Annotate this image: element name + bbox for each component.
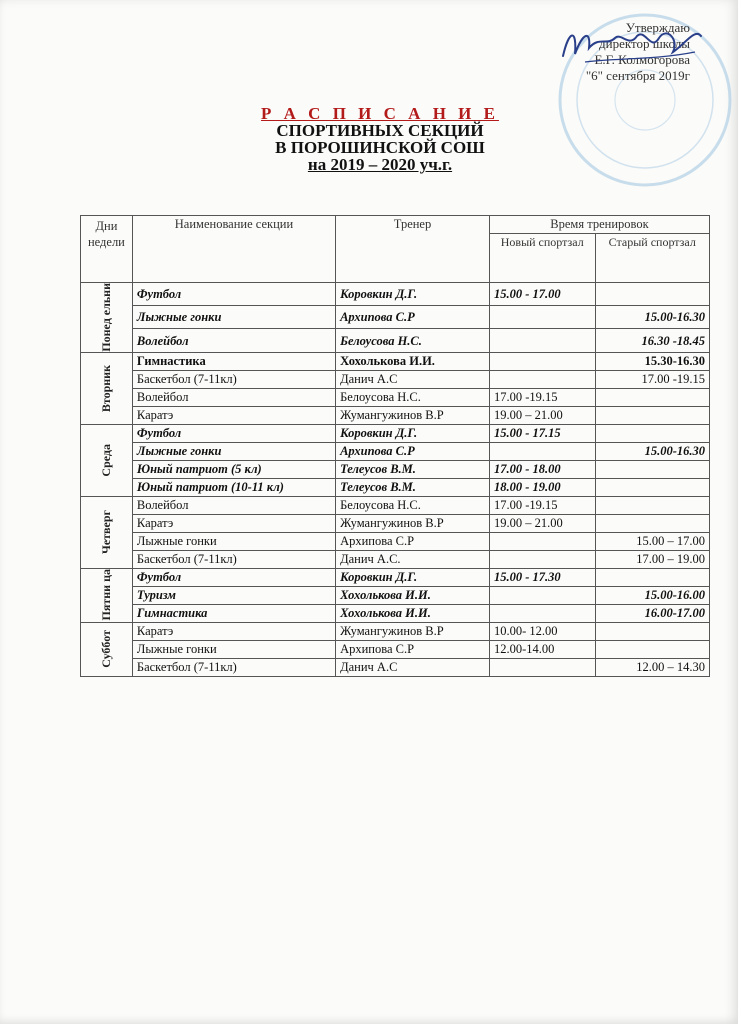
section-cell: Каратэ <box>132 622 335 640</box>
table-row <box>81 604 710 622</box>
old-gym-time <box>595 406 710 424</box>
table-row <box>81 586 710 604</box>
section-cell: Лыжные гонки <box>132 640 335 658</box>
day-label: Четверг <box>98 510 113 555</box>
day-label: Пятни ца <box>98 569 113 621</box>
section-cell: Юный патриот (10-11 кл) <box>132 478 335 496</box>
header-old-gym: Старый спортзал <box>595 234 710 283</box>
director-signature <box>555 18 705 73</box>
coach-cell: Коровкин Д.Г. <box>336 568 490 586</box>
coach-cell: Архипова С.Р <box>336 532 490 550</box>
day-label: Вторник <box>98 364 113 412</box>
old-gym-time: 15.00-16.30 <box>595 442 710 460</box>
old-gym-time: 17.00 – 19.00 <box>595 550 710 568</box>
new-gym-time <box>489 352 595 370</box>
old-gym-time <box>595 424 710 442</box>
old-gym-time <box>595 478 710 496</box>
header-time: Время тренировок <box>489 216 709 234</box>
old-gym-time <box>595 460 710 478</box>
coach-cell: Данич А.С <box>336 658 490 676</box>
table-row <box>81 478 710 496</box>
header-section: Наименование секции <box>132 216 335 283</box>
old-gym-time: 15.00 – 17.00 <box>595 532 710 550</box>
coach-cell: Телеусов В.М. <box>336 478 490 496</box>
section-cell: Туризм <box>132 586 335 604</box>
section-cell: Гимнастика <box>132 352 335 370</box>
old-gym-time: 12.00 – 14.30 <box>595 658 710 676</box>
old-gym-time: 15.30-16.30 <box>595 352 710 370</box>
header-days: Дни недели <box>81 216 133 283</box>
new-gym-time: 19.00 – 21.00 <box>489 406 595 424</box>
section-cell: Лыжные гонки <box>132 442 335 460</box>
new-gym-time <box>489 442 595 460</box>
day-cell <box>81 568 133 622</box>
section-cell: Волейбол <box>132 388 335 406</box>
old-gym-time <box>595 388 710 406</box>
new-gym-time: 15.00 - 17.00 <box>489 283 595 306</box>
day-cell <box>81 352 133 424</box>
day-cell <box>81 496 133 568</box>
table-row <box>81 550 710 568</box>
old-gym-time <box>595 283 710 306</box>
coach-cell: Белоусова Н.С. <box>336 388 490 406</box>
table-row <box>81 514 710 532</box>
section-cell: Лыжные гонки <box>132 306 335 329</box>
new-gym-time: 17.00 - 18.00 <box>489 460 595 478</box>
section-cell: Баскетбол (7-11кл) <box>132 658 335 676</box>
new-gym-time: 15.00 - 17.30 <box>489 568 595 586</box>
old-gym-time <box>595 514 710 532</box>
table-row <box>81 352 710 370</box>
table-row <box>81 283 710 306</box>
table-row <box>81 460 710 478</box>
table-row <box>81 424 710 442</box>
coach-cell: Хохолькова И.И. <box>336 604 490 622</box>
table-row <box>81 442 710 460</box>
section-cell: Лыжные гонки <box>132 532 335 550</box>
coach-cell: Хохолькова И.И. <box>336 586 490 604</box>
coach-cell: Жумангужинов В.Р <box>336 622 490 640</box>
day-label: Понед ельни <box>98 283 113 352</box>
table-row <box>81 532 710 550</box>
new-gym-time: 18.00 - 19.00 <box>489 478 595 496</box>
new-gym-time: 17.00 -19.15 <box>489 388 595 406</box>
table-row <box>81 658 710 676</box>
table-row <box>81 306 710 329</box>
coach-cell: Телеусов В.М. <box>336 460 490 478</box>
coach-cell: Белоусова Н.С. <box>336 496 490 514</box>
section-cell: Волейбол <box>132 496 335 514</box>
section-cell: Футбол <box>132 283 335 306</box>
coach-cell: Архипова С.Р <box>336 306 490 329</box>
day-label: Суббот <box>98 630 113 669</box>
old-gym-time: 16.00-17.00 <box>595 604 710 622</box>
new-gym-time <box>489 532 595 550</box>
approval-line-2: директор школы <box>599 36 690 51</box>
coach-cell: Данич А.С <box>336 370 490 388</box>
old-gym-time: 17.00 -19.15 <box>595 370 710 388</box>
header-coach: Тренер <box>336 216 490 283</box>
approval-line-4: "6" сентября 2019г <box>585 68 690 83</box>
new-gym-time <box>489 586 595 604</box>
old-gym-time: 15.00-16.00 <box>595 586 710 604</box>
coach-cell: Коровкин Д.Г. <box>336 424 490 442</box>
coach-cell: Архипова С.Р <box>336 442 490 460</box>
coach-cell: Жумангужинов В.Р <box>336 406 490 424</box>
table-row <box>81 622 710 640</box>
schedule-table <box>80 215 710 677</box>
title-line-4: на 2019 – 2020 уч.г. <box>307 155 453 174</box>
document-title <box>170 105 590 173</box>
title-line-1: Р А С П И С А Н И Е <box>261 104 499 123</box>
coach-cell: Архипова С.Р <box>336 640 490 658</box>
new-gym-time <box>489 658 595 676</box>
new-gym-time: 19.00 – 21.00 <box>489 514 595 532</box>
section-cell: Каратэ <box>132 406 335 424</box>
table-row <box>81 406 710 424</box>
day-label: Среда <box>98 443 113 477</box>
new-gym-time: 17.00 -19.15 <box>489 496 595 514</box>
coach-cell: Жумангужинов В.Р <box>336 514 490 532</box>
section-cell: Каратэ <box>132 514 335 532</box>
section-cell: Баскетбол (7-11кл) <box>132 370 335 388</box>
section-cell: Юный патриот (5 кл) <box>132 460 335 478</box>
old-gym-time: 16.30 -18.45 <box>595 329 710 352</box>
coach-cell: Данич А.С. <box>336 550 490 568</box>
old-gym-time <box>595 496 710 514</box>
section-cell: Футбол <box>132 568 335 586</box>
day-cell <box>81 424 133 496</box>
header-new-gym: Новый спортзал <box>489 234 595 283</box>
table-row <box>81 388 710 406</box>
title-line-3: В ПОРОШИНСКОЙ СОШ <box>275 138 485 157</box>
approval-line-1: Утверждаю <box>625 20 690 35</box>
table-row <box>81 329 710 352</box>
day-cell <box>81 283 133 353</box>
new-gym-time <box>489 604 595 622</box>
section-cell: Футбол <box>132 424 335 442</box>
new-gym-time <box>489 306 595 329</box>
approval-line-3: Е.Г. Колмогорова <box>594 52 690 67</box>
section-cell: Баскетбол (7-11кл) <box>132 550 335 568</box>
coach-cell: Белоусова Н.С. <box>336 329 490 352</box>
old-gym-time <box>595 568 710 586</box>
old-gym-time <box>595 622 710 640</box>
section-cell: Гимнастика <box>132 604 335 622</box>
coach-cell: Хохолькова И.И. <box>336 352 490 370</box>
coach-cell: Коровкин Д.Г. <box>336 283 490 306</box>
section-cell: Волейбол <box>132 329 335 352</box>
table-row <box>81 370 710 388</box>
schedule-body <box>81 283 710 677</box>
old-gym-time <box>595 640 710 658</box>
new-gym-time: 10.00- 12.00 <box>489 622 595 640</box>
table-row <box>81 496 710 514</box>
new-gym-time <box>489 550 595 568</box>
old-gym-time: 15.00-16.30 <box>595 306 710 329</box>
new-gym-time <box>489 370 595 388</box>
table-row <box>81 640 710 658</box>
day-cell <box>81 622 133 676</box>
new-gym-time <box>489 329 595 352</box>
new-gym-time: 12.00-14.00 <box>489 640 595 658</box>
table-row <box>81 568 710 586</box>
new-gym-time: 15.00 - 17.15 <box>489 424 595 442</box>
title-line-2: СПОРТИВНЫХ СЕКЦИЙ <box>276 121 484 140</box>
